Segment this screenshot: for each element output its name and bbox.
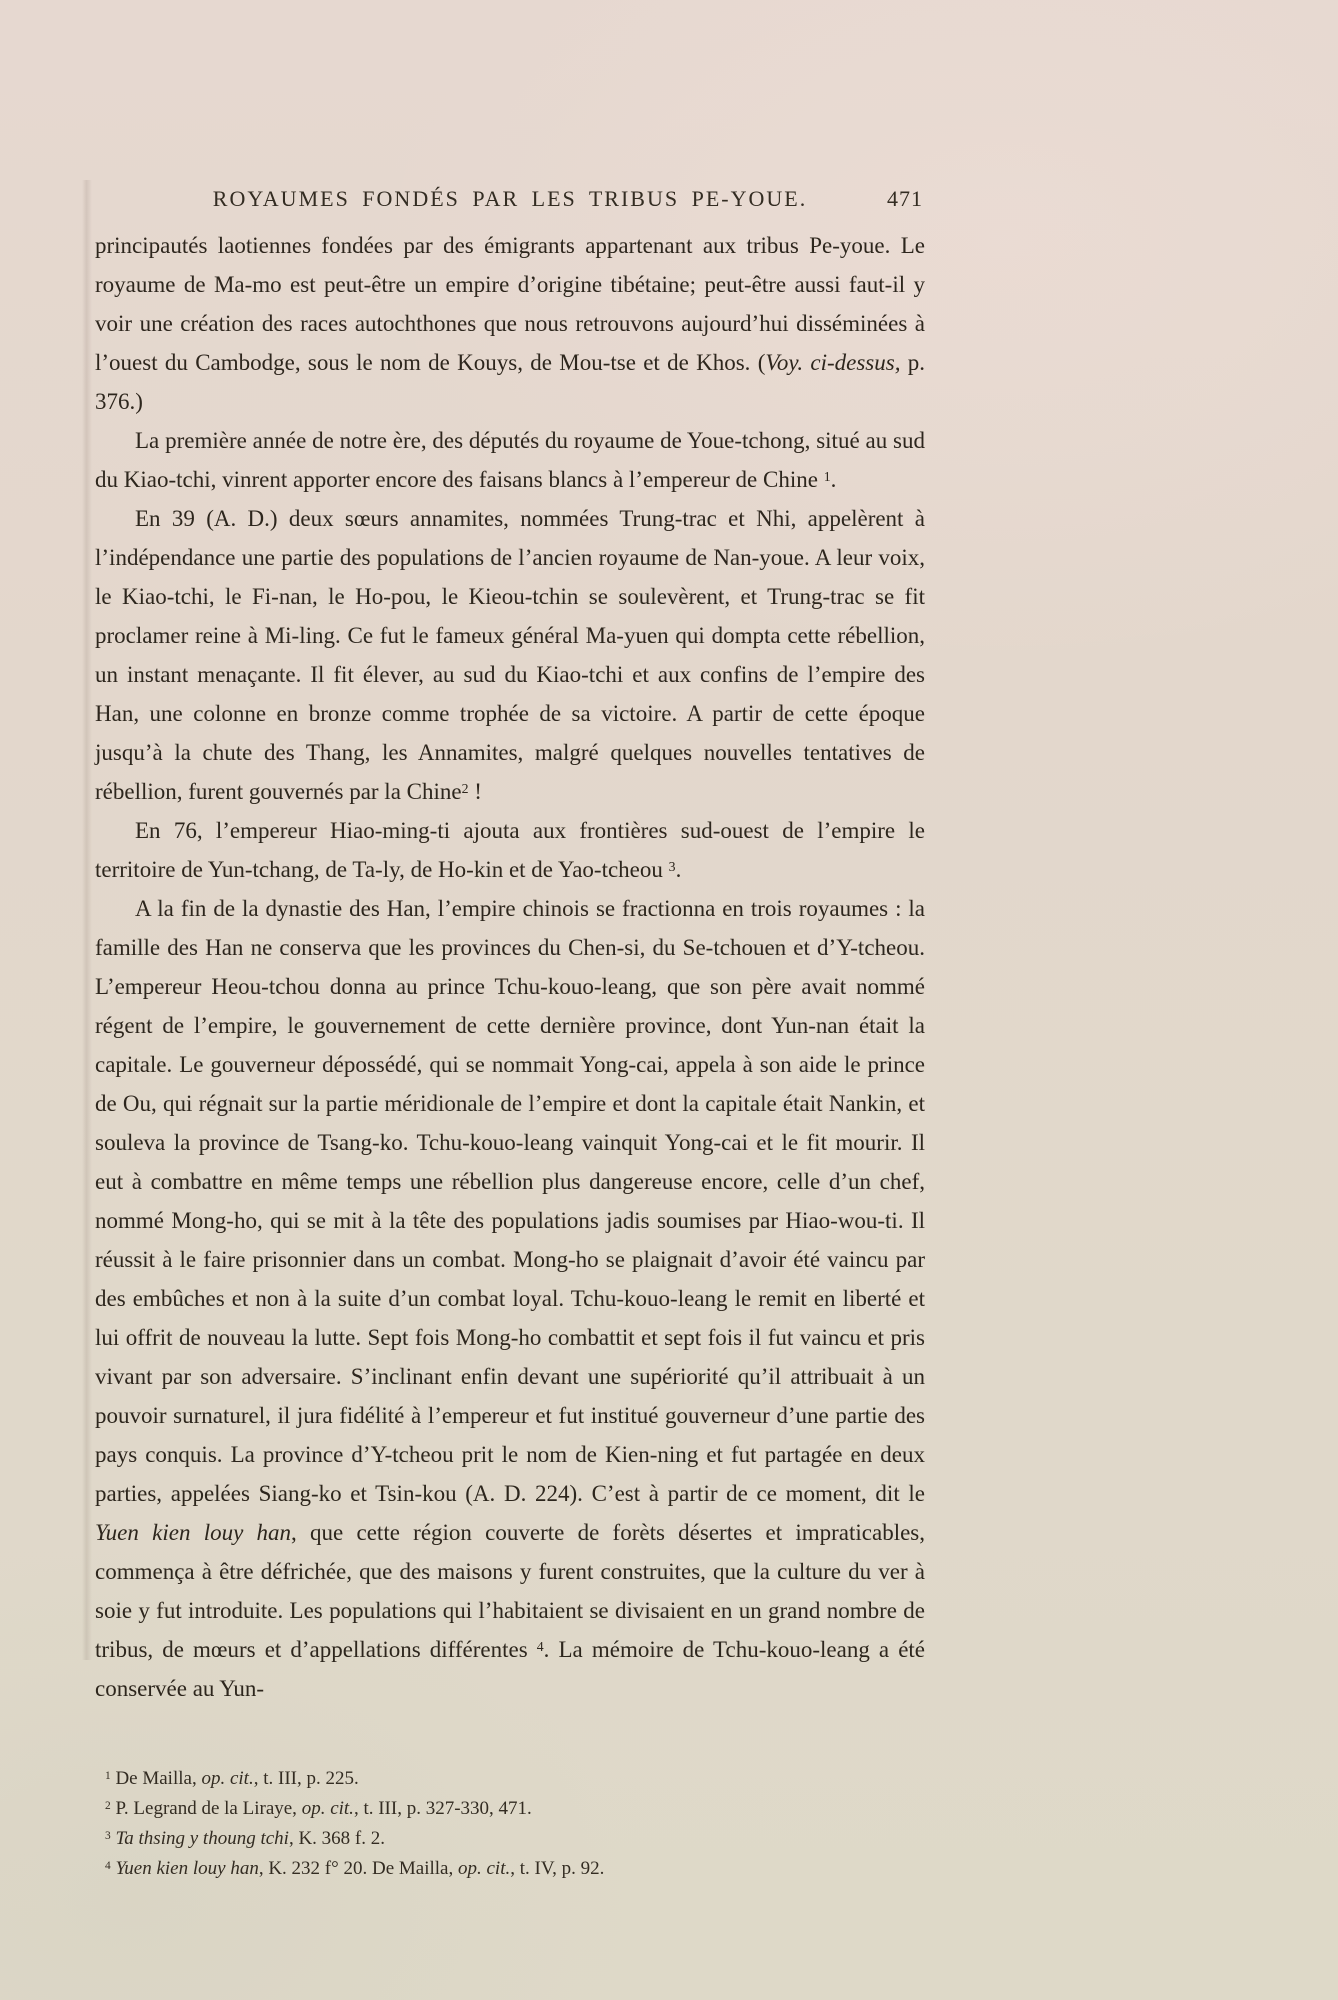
- running-header: [95, 186, 925, 226]
- footnote-reference: 2: [105, 1799, 111, 1812]
- footnote-reference: 4: [105, 1859, 111, 1872]
- footnote: [105, 1824, 925, 1854]
- text-segment: En 39 (A. D.) deux sœurs annamites, nommées Trung-trac et Nhi, appelèrent à l’indépendance une partie des populations de l’ancien royaume de Nan-youe. A leur voix, le Kiao-tchi, le Fi-nan, le Ho-pou, le Kieou-tchin se soulevèrent, et Trung-trac se fit proclamer reine à Mi-ling. Ce fut le fameux général Ma-yuen qui dompta cette rébellion, un instant menaçante. Il fit élever, au sud du Kiao-tchi et aux confins de l’empire des Han, une colonne en bronze comme trophée de sa victoire. A partir de cette époque jusqu’à la chute des Thang, les Annamites, malgré quelques nouvelles tentatives de rébellion, furent gouvernés par la Chine: [95, 506, 925, 804]
- footnote-reference: 3: [105, 1829, 111, 1842]
- text-column: [95, 186, 925, 1884]
- footnote-reference: 1: [105, 1769, 111, 1782]
- text-segment: , que cette région couverte de forèts désertes et impraticables, commença à être défrichée, que des maisons y furent construites, que la culture du ver à soie y fut introduite. Les populations qui l’habitaient se divisaient en un grand nombre de tribus, de mœurs et d’appellations différentes: [95, 1520, 925, 1662]
- text-segment: .: [675, 857, 682, 882]
- paragraph: [95, 499, 925, 811]
- page-title: ROYAUMES FONDÉS PAR LES TRIBUS PE-YOUE.: [212, 186, 808, 211]
- text-segment: Ta thsing y thoung tchi: [115, 1828, 289, 1849]
- paragraph: [95, 889, 925, 1708]
- footnote-reference: 1: [823, 468, 831, 484]
- text-segment: p. 376.): [95, 350, 925, 414]
- paragraph: [95, 811, 925, 889]
- page-body: [95, 226, 925, 1708]
- text-segment: op. cit.: [457, 1858, 511, 1879]
- text-segment: En 76, l’empereur Hiao-ming-ti ajouta aux frontières sud-ouest de l’empire le territoire de Yun-tchang, de Ta-ly, de Ho-kin et de Yao-tcheou: [95, 818, 925, 882]
- text-segment: Yuen kien louy han: [115, 1858, 259, 1879]
- paragraph: [95, 421, 925, 499]
- text-segment: A la fin de la dynastie des Han, l’empire chinois se fractionna en trois royaumes : la famille des Han ne conserva que les provinces du Chen-si, du Se-tchouen et d’Y-tcheou. L’empereur Heou-tchou donna au prince Tchu-kouo-leang, que son père avait nommé régent de l’empire, le gouvernement de cette dernière province, dont Yun-nan était la capitale. Le gouverneur dépossédé, qui se nommait Yong-cai, appela à son aide le prince de Ou, qui régnait sur la partie méridionale de l’empire et dont la capitale était Nankin, et souleva la province de Tsang-ko. Tchu-kouo-leang vainquit Yong-cai et le fit mourir. Il eut à combattre en même temps une rébellion plus dangereuse encore, celle d’un chef, nommé Mong-ho, qui se mit à la tête des populations jadis soumises par Hiao-wou-ti. Il réussit à le faire prisonnier dans un combat. Mong-ho se plaignait d’avoir été vaincu par des embûches et non à la suite d’un combat loyal. Tchu-kouo-leang le remit en liberté et lui offrit de nouveau la lutte. Sept fois Mong-ho combattit et sept fois il fut vaincu et pris vivant par son adversaire. S’inclinant enfin devant une supériorité qu’il attribuait à un pouvoir surnaturel, il jura fidélité à l’empereur et fut institué gouverneur d’une partie des pays conquis. La province d’Y-tcheou prit le nom de Kien-ning et fut partagée en deux parties, appelées Siang-ko et Tsin-kou (A. D. 224). C’est à partir de ce moment, dit le: [95, 896, 925, 1506]
- text-segment: op. cit.: [201, 1768, 254, 1789]
- text-segment: !: [468, 779, 482, 804]
- footnote-reference: 4: [536, 1638, 544, 1654]
- text-segment: , t. IV, p. 92.: [510, 1858, 605, 1879]
- text-segment: , K. 368 f. 2.: [288, 1828, 385, 1849]
- text-segment: .: [830, 467, 837, 492]
- page-number: 471: [887, 186, 923, 211]
- footnote: [105, 1854, 925, 1884]
- text-segment: . La mémoire de Tchu-kouo-leang a été conservée au Yun-: [95, 1637, 925, 1701]
- text-segment: P. Legrand de la Liraye,: [110, 1798, 302, 1819]
- footnotes: [95, 1764, 925, 1884]
- text-segment: op. cit.: [301, 1798, 354, 1819]
- paragraph: [95, 226, 925, 421]
- footnote-reference: 2: [461, 780, 469, 796]
- page-crease-shadow: [82, 180, 92, 1660]
- text-segment: La première année de notre ère, des députés du royaume de Youe-tchong, situé au sud du Kiao-tchi, vinrent apporter encore des faisans blancs à l’empereur de Chine: [95, 428, 925, 492]
- text-segment: Yuen kien louy han: [95, 1520, 292, 1545]
- text-segment: , K. 232 f° 20. De Mailla,: [258, 1858, 458, 1879]
- text-segment: , t. III, p. 327-330, 471.: [353, 1798, 532, 1819]
- text-segment: De Mailla,: [110, 1768, 202, 1789]
- footnote: [105, 1794, 925, 1824]
- text-segment: Voy. ci-dessus,: [765, 350, 901, 375]
- text-segment: principautés laotiennes fondées par des émigrants appartenant aux tribus Pe-youe. Le royaume de Ma-mo est peut-être un empire d’origine tibétaine; peut-être aussi faut-il y voir une création des races autochthones que nous retrouvons aujourd’hui disséminées à l’ouest du Cambodge, sous le nom de Kouys, de Mou-tse et de Khos. (: [95, 233, 925, 375]
- text-segment: , t. III, p. 225.: [253, 1768, 359, 1789]
- footnote-reference: 3: [668, 858, 676, 874]
- footnote: [105, 1764, 925, 1794]
